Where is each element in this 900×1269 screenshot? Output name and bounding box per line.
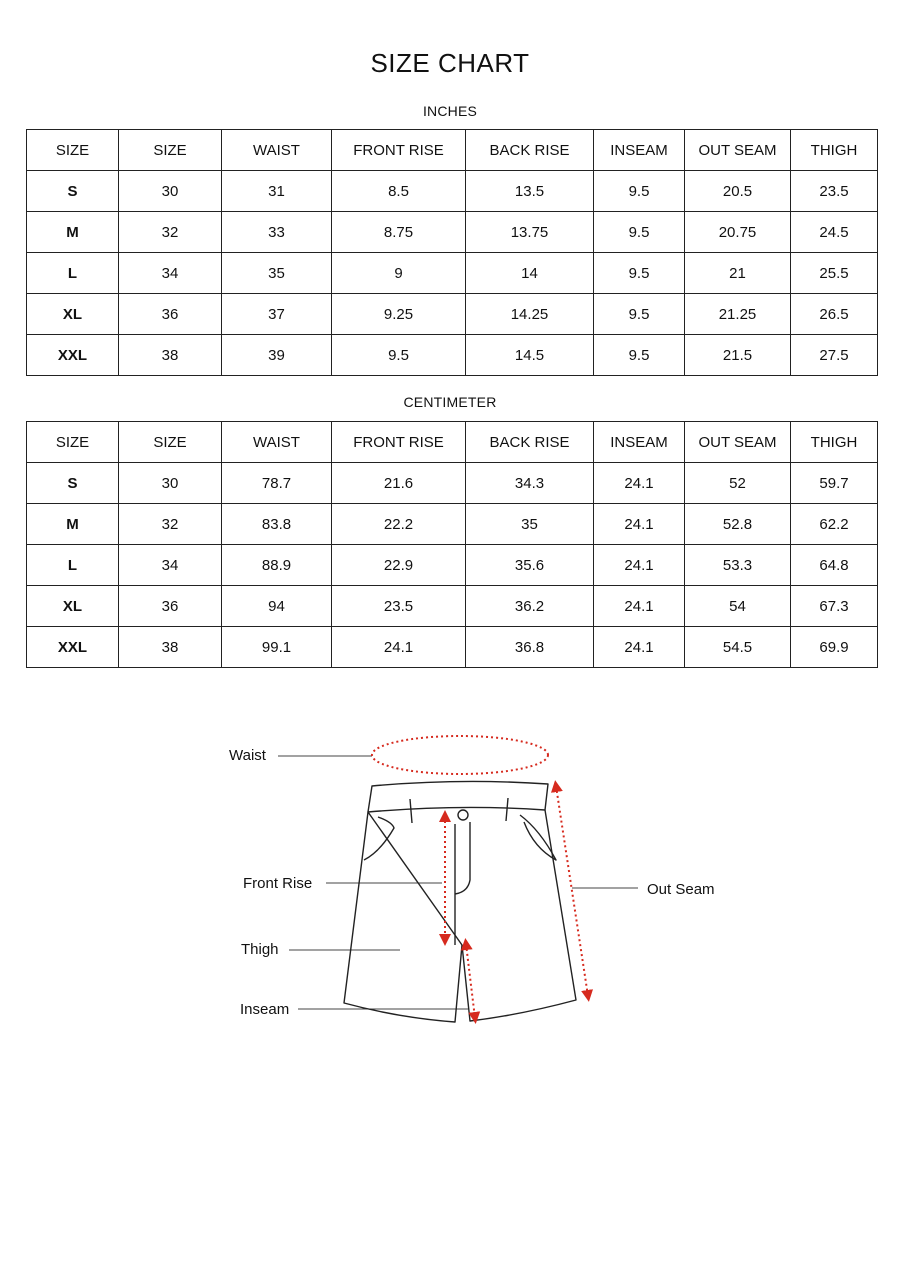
table-cell: 23.5 <box>332 586 466 627</box>
centimeter-heading: CENTIMETER <box>403 394 497 410</box>
table-cell: 30 <box>119 171 222 212</box>
table-cell: M <box>27 504 119 545</box>
column-header: INSEAM <box>594 422 685 463</box>
inseam-measure <box>466 944 475 1018</box>
out-seam-label: Out Seam <box>647 881 715 898</box>
table-cell: 62.2 <box>791 504 878 545</box>
table-cell: M <box>27 212 119 253</box>
table-cell: 24.1 <box>594 504 685 545</box>
table-cell: 53.3 <box>685 545 791 586</box>
table-cell: 35 <box>222 253 332 294</box>
table-cell: 35 <box>466 504 594 545</box>
table-cell: 34 <box>119 545 222 586</box>
table-cell: 24.1 <box>594 586 685 627</box>
leader-lines <box>278 756 638 1009</box>
table-cell: 59.7 <box>791 463 878 504</box>
shorts-outline <box>344 781 576 1022</box>
column-header: OUT SEAM <box>685 422 791 463</box>
inseam-label: Inseam <box>240 1001 290 1018</box>
right-pocket <box>520 815 556 860</box>
column-header: OUT SEAM <box>685 130 791 171</box>
inches-heading: INCHES <box>422 103 478 119</box>
column-header: SIZE <box>119 130 222 171</box>
table-cell: 9.5 <box>594 335 685 376</box>
table-cell: 52 <box>685 463 791 504</box>
table-cell: S <box>27 463 119 504</box>
table-cell: 88.9 <box>222 545 332 586</box>
column-header: WAIST <box>222 422 332 463</box>
table-cell: 24.1 <box>594 545 685 586</box>
table-cell: 83.8 <box>222 504 332 545</box>
table-cell: 9.5 <box>594 253 685 294</box>
column-header: WAIST <box>222 130 332 171</box>
column-header: FRONT RISE <box>332 422 466 463</box>
table-cell: 94 <box>222 586 332 627</box>
table-cell: 26.5 <box>791 294 878 335</box>
table-cell: 24.1 <box>594 627 685 668</box>
table-cell: 24.5 <box>791 212 878 253</box>
page-title: SIZE CHART <box>370 48 530 78</box>
table-cell: 21.5 <box>685 335 791 376</box>
table-cell: XL <box>27 294 119 335</box>
table-cell: 13.75 <box>466 212 594 253</box>
table-cell: 36.8 <box>466 627 594 668</box>
front-rise-label: Front Rise <box>243 875 313 892</box>
column-header: INSEAM <box>594 130 685 171</box>
column-header: THIGH <box>791 130 878 171</box>
table-cell: 39 <box>222 335 332 376</box>
table-cell: 67.3 <box>791 586 878 627</box>
table-cell: S <box>27 171 119 212</box>
table-cell: 9.5 <box>332 335 466 376</box>
out-seam-measure <box>556 786 588 996</box>
column-header: SIZE <box>27 422 119 463</box>
table-cell: 38 <box>119 627 222 668</box>
column-header: THIGH <box>791 422 878 463</box>
table-cell: L <box>27 253 119 294</box>
waist-button-icon <box>458 810 468 820</box>
table-cell: 9.5 <box>594 294 685 335</box>
waist-label: Waist <box>229 747 266 764</box>
table-cell: 33 <box>222 212 332 253</box>
table-cell: 36 <box>119 294 222 335</box>
table-cell: 27.5 <box>791 335 878 376</box>
column-header: BACK RISE <box>466 130 594 171</box>
table-cell: 31 <box>222 171 332 212</box>
column-header: SIZE <box>119 422 222 463</box>
table-cell: 37 <box>222 294 332 335</box>
thigh-label: Thigh <box>241 941 279 958</box>
table-cell: 25.5 <box>791 253 878 294</box>
table-cell: 99.1 <box>222 627 332 668</box>
belt-loop-left <box>410 799 412 823</box>
column-header: SIZE <box>27 130 119 171</box>
table-cell: 9 <box>332 253 466 294</box>
table-cell: 32 <box>119 504 222 545</box>
table-cell: 21.25 <box>685 294 791 335</box>
table-cell: 22.9 <box>332 545 466 586</box>
table-cell: 22.2 <box>332 504 466 545</box>
table-cell: XXL <box>27 627 119 668</box>
table-cell: 14.5 <box>466 335 594 376</box>
column-header: BACK RISE <box>466 422 594 463</box>
table-cell: XXL <box>27 335 119 376</box>
table-cell: 14.25 <box>466 294 594 335</box>
table-cell: 78.7 <box>222 463 332 504</box>
table-cell: XL <box>27 586 119 627</box>
table-cell: 34.3 <box>466 463 594 504</box>
fly-stitch <box>455 822 470 894</box>
right-leg <box>462 810 576 1021</box>
table-cell: 9.25 <box>332 294 466 335</box>
table-cell: 35.6 <box>466 545 594 586</box>
table-cell: 9.5 <box>594 212 685 253</box>
table-cell: 23.5 <box>791 171 878 212</box>
table-cell: L <box>27 545 119 586</box>
table-cell: 32 <box>119 212 222 253</box>
table-cell: 24.1 <box>332 627 466 668</box>
table-cell: 52.8 <box>685 504 791 545</box>
table-cell: 14 <box>466 253 594 294</box>
table-cell: 38 <box>119 335 222 376</box>
table-cell: 30 <box>119 463 222 504</box>
table-cell: 34 <box>119 253 222 294</box>
table-cell: 64.8 <box>791 545 878 586</box>
table-cell: 36.2 <box>466 586 594 627</box>
table-cell: 20.5 <box>685 171 791 212</box>
table-cell: 8.75 <box>332 212 466 253</box>
table-cell: 24.1 <box>594 463 685 504</box>
table-cell: 21.6 <box>332 463 466 504</box>
column-header: FRONT RISE <box>332 130 466 171</box>
table-cell: 13.5 <box>466 171 594 212</box>
left-pocket <box>364 817 394 860</box>
table-cell: 54 <box>685 586 791 627</box>
table-cell: 8.5 <box>332 171 466 212</box>
waistband <box>368 781 548 812</box>
belt-loop-right <box>506 798 508 821</box>
table-cell: 54.5 <box>685 627 791 668</box>
table-cell: 21 <box>685 253 791 294</box>
table-cell: 20.75 <box>685 212 791 253</box>
table-cell: 69.9 <box>791 627 878 668</box>
table-cell: 36 <box>119 586 222 627</box>
waist-measure-ellipse <box>372 736 548 774</box>
table-cell: 9.5 <box>594 171 685 212</box>
